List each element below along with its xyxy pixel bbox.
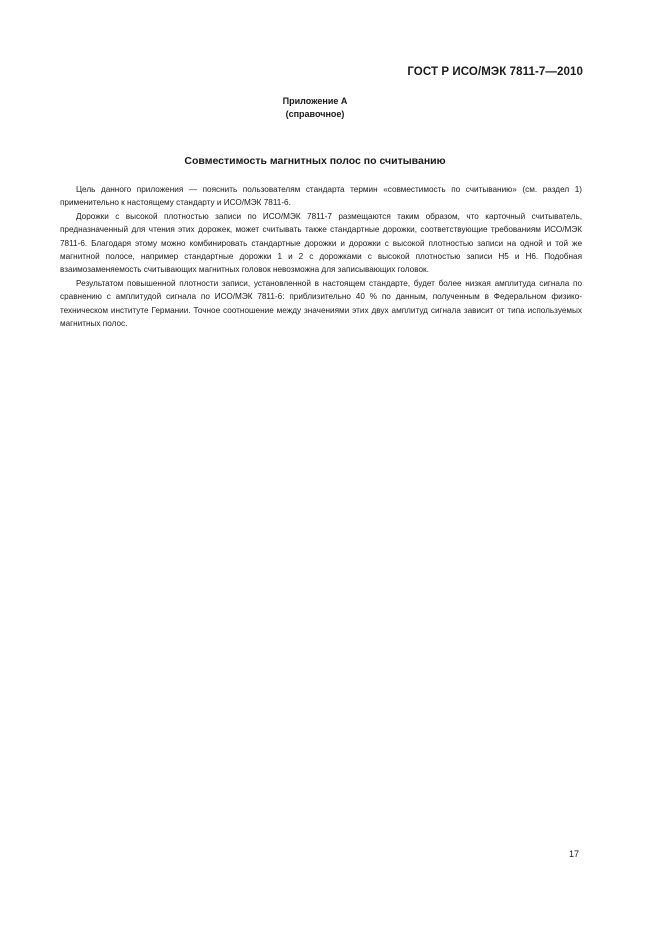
document-code: ГОСТ Р ИСО/МЭК 7811-7—2010 (407, 66, 583, 78)
paragraph: Дорожки с высокой плотностью записи по ИСО/МЭК 7811-7 размещаются таким образом, что карточный считыватель, предназначенный для чтения этих дорожек, может считывать также стандартные дорожки, соответствующие требованиям ИСО/МЭК 7811-6. Благодаря этому можно комбинировать стандартные дорожки и дорожки с высокой плотностью записи на одной и той же магнитной полосе, например стандартные дорожки 1 и 2 с дорожками с высокой плотностью записи Н5 и Н6. Подобная взаимозаменяемость считывающих магнитных головок невозможна для записывающих головок. (60, 211, 582, 275)
annex-type: (справочное) (285, 109, 345, 119)
annex-heading-block (0, 95, 630, 121)
page-number: 17 (568, 849, 579, 859)
annex-heading: Приложение А (282, 96, 348, 106)
paragraph: Результатом повышенной плотности записи, установленной в настоящем стандарте, будет более низкая амплитуда сигнала по сравнению с амплитудой сигнала по ИСО/МЭК 7811-6: приблизительно 40 % по данным, полученным в Федеральном физико-техническом институте Германии. Точное соотношение между значениями этих двух амплитуд сигнала зависит от типа используемых магнитных полос. (60, 278, 582, 329)
paragraph: Цель данного приложения — пояснить пользователям стандарта термин «совместимость по считыванию» (см. раздел 1) применительно к настоящему стандарту и ИСО/МЭК 7811-6. (60, 185, 582, 208)
body-text (60, 183, 582, 330)
section-title: Совместимость магнитных полос по считыванию (184, 155, 446, 167)
